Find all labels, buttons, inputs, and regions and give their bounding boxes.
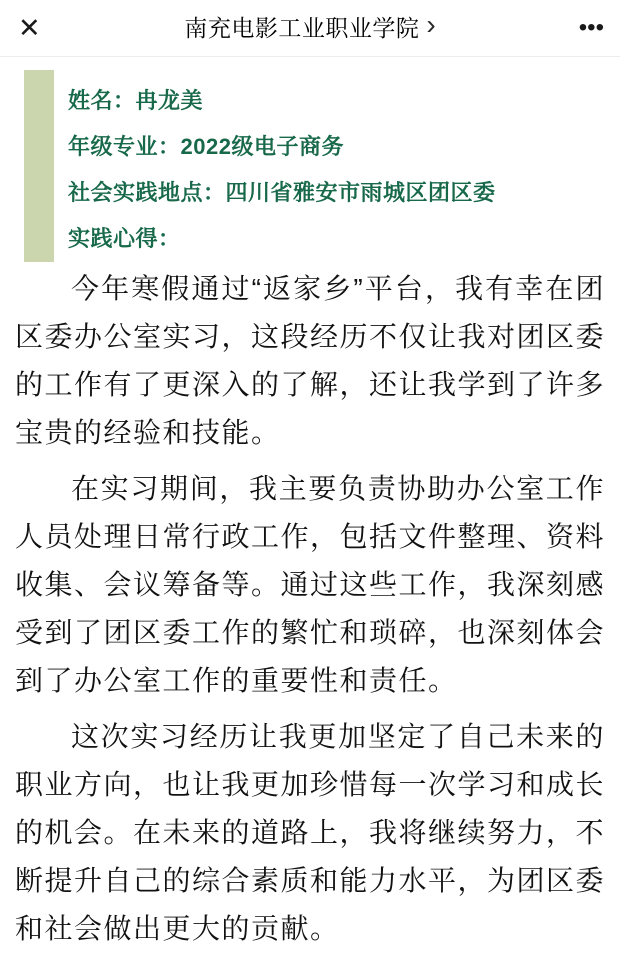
student-info-block (24, 70, 620, 262)
article-paragraph: 在实习期间，我主要负责协助办公室工作人员处理日常行政工作，包括文件整理、资料收集、会议筹备等。通过这些工作，我深刻感受到了团区委工作的繁忙和琐碎，也深刻体会到了办公室工作的重要性和责任。 (15, 473, 606, 696)
more-menu-icon[interactable]: ••• (578, 14, 604, 41)
article-paragraph: 今年寒假通过“返家乡”平台，我有幸在团区委办公室实习，这段经历不仅让我对团区委的工作有了更深入的了解，还让我学到了许多宝贵的经验和技能。 (15, 273, 606, 448)
article-paragraph: 这次实习经历让我更加坚定了自己未来的职业方向，也让我更加珍惜每一次学习和成长的机会。在未来的道路上，我将继续努力，不断提升自己的综合素质和能力水平，为团区委和社会做出更大的贡献。 (15, 721, 606, 944)
info-line-name: 姓名：冉龙美 (68, 88, 204, 113)
page-title: 南充电影工业职业学院 (184, 15, 420, 42)
close-icon[interactable]: ✕ (18, 12, 41, 43)
student-info-lines (68, 70, 496, 262)
info-line-practice-location: 社会实践地点：四川省雅安市雨城区团区委 (68, 180, 496, 205)
chevron-right-icon: › (426, 8, 436, 40)
info-line-grade-major: 年级专业：2022级电子商务 (68, 134, 344, 159)
account-title-link[interactable] (184, 10, 435, 43)
article-body (15, 265, 605, 953)
green-accent-bar (24, 70, 54, 262)
info-line-reflection-label: 实践心得： (68, 226, 181, 251)
navbar (0, 0, 620, 57)
